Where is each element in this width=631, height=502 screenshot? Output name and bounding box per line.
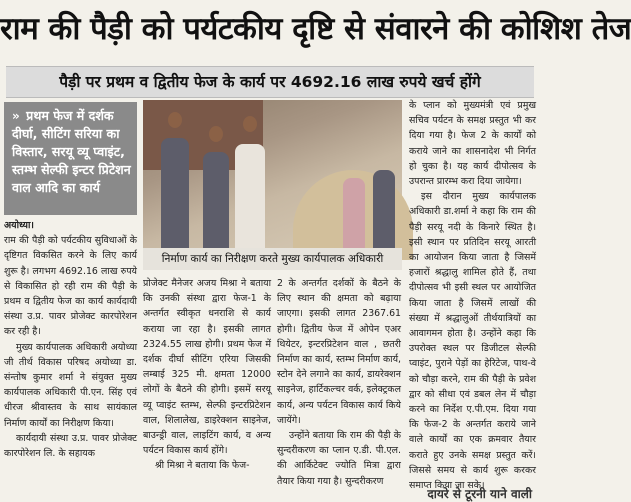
double-chevron-icon: » <box>12 109 20 123</box>
article-column-3 <box>277 276 401 489</box>
subheadline: पैड़ी पर प्रथम व द्वितीय फेज के कार्य पर 4692.16 लाख रुपये खर्च होंगे <box>6 66 534 98</box>
article-column-1 <box>4 218 137 461</box>
photo-person <box>343 178 365 248</box>
article-column-4 <box>409 98 536 493</box>
news-photo <box>143 100 402 248</box>
photo-person <box>373 170 395 248</box>
photo-person-head <box>209 126 223 142</box>
photo-person <box>235 144 265 248</box>
photo-person-head <box>168 112 182 128</box>
headline: राम की पैड़ी को पर्यटकीय दृष्टि से संवारने की कोशिश तेज <box>0 11 631 47</box>
paragraph: मुख्य कार्यपालक अधिकारी अयोध्या जी तीर्थ विकास परिषद अयोध्या डा. संन्तोष कुमार शर्मा ने संयुक्त मुख्य कार्यपालक अधिकारी पी.एन. सिंह एवं धीरज श्रीवास्तव के साथ सायंकाल निर्माण कार्यों का निरीक्षण किया। <box>4 341 137 429</box>
paragraph: श्री मिश्रा ने बताया कि फेज- <box>155 460 250 472</box>
dateline: अयोध्या। <box>4 220 34 231</box>
intro-highlight-box <box>4 102 137 215</box>
paragraph: के प्लान को मुख्यमंत्री एवं प्रमुख सचिव पर्यटन के समक्ष प्रस्तुत भी कर दिया गया है। फेज 2 के कार्यों को कराये जाने का शासनादेश भी निर्गत हो चुका है। यह कार्य दीपोत्सव के उपरान्त प्रारम्भ करा दिया जायेगा। <box>409 100 536 188</box>
intro-text: प्रथम फेज में दर्शक दीर्घा, सीटिंग सरिया का विस्तार, सरयू व्यू प्वाइंट, स्तम्भ सेल्फी इन्टर प्रिटेशन वाल आदि का कार्य <box>12 108 131 195</box>
photo-caption: निर्माण कार्य का निरीक्षण करते मुख्य कार्यपालक अधिकारी <box>143 248 402 270</box>
paragraph: कार्यदायी संस्था उ.प्र. पावर प्रोजेक्ट कारपोरेशन लि. के सहायक <box>4 432 137 460</box>
photo-person <box>161 138 189 248</box>
article-column-2 <box>143 276 271 474</box>
paragraph: उन्होंने बताया कि राम की पैड़ी के सुन्दरीकरण का प्लान ए.डी. पी.एल. की आर्किटेक्ट ज्योति मित्रा द्वारा तैयार किया गया है। सुन्दरीकरण <box>277 430 401 487</box>
next-headline-fragment: दायरे से टूरनी याने वाली <box>427 487 532 501</box>
next-article-strip <box>0 488 540 500</box>
paragraph: इस दौरान मुख्य कार्यपालक अधिकारी डा.शर्मा ने कहा कि राम की पैड़ी सरयू नदी के किनारे स्थित है। इसी स्थान पर प्रतिदिन सरयू आरती का आयोजन किया जाता है जिसमें हजारों श्रद्धालु शामिल होते हैं, तथा दीपोत्सव भी इसी स्थल पर आयोजित किया जाता है जिसमें लाखों की संख्या में श्रद्धालुओं तीर्थयात्रियों का आवागमन होता है। उन्होंने कहा कि उपरोक्त स्थल पर डिजीटल सेल्फी प्वाइंट, पुराने पेड़ों का हेरिटेज, पाथ-वे को चौड़ा करने, राम की पैड़ी के प्रवेश द्वार को सीधा एवं डबल लेन में चौड़ा करने का निर्देश ए.पी.एम. दिया गया कि फेज-2 के अन्तर्गत कराये जाने वाले कार्यों का एक क्रमवार तैयार कराते हुए उनके समक्ष प्रस्तुत करें। जिससे समय से कार्य शुरू करकर समाप्त किया जा सके। <box>409 191 536 492</box>
photo-person-head <box>243 116 257 132</box>
paragraph: प्रोजेक्ट मैनेजर अजय मिश्रा ने बताया कि उनकी संस्था द्वारा फेज-1 के अन्तर्गत स्वीकृत धनराशि से कार्य कराया जा रहा है। इसकी लागत 2324.55 लाख होगी। प्रथम फेज में दर्शक दीर्घा सीटिंग एरिया जिसकी लम्बाई 325 मी. क्षमता 12000 लोगों के बैठने की होगी। इसमें सरयू व्यू प्वाइंट स्तम्भ, सेल्फी इन्टरप्रिटेशन वाल, शिलालेख, डाइरेक्शन साइनेज, बाउन्ड्री वाल, लाइटिंग कार्य, व अन्य पर्यटन विकास कार्य होंगे। <box>143 278 271 457</box>
paragraph: 2 के अन्तर्गत दर्शकों के बैठने के लिए स्थान की क्षमता को बढ़ाया जाएगा। इसकी लागत 2367.61 होगी। द्वितीय फेज में ओपेन एअर थियेटर, इन्टरप्रिटेशन वाल , छतरी निर्माण का कार्य, स्तम्भ निर्माण कार्य, स्टोन देने लगाने का कार्य, डायरेक्शन साइनेज, हार्टिकल्चर वर्क, इलेक्ट्रकल कार्य, अन्य पर्यटन विकास कार्य किये जायेंगे। <box>277 278 401 426</box>
paragraph: राम की पैड़ी को पर्यटकीय सुविधाओं के दृष्टिगत विकसित करने के लिए कार्य शुरू है। लगभग 4692.16 लाख रुपये से विकासित हो रही राम की पैड़ी के प्रथम व द्वितीय फेज का कार्य कार्यदायी संस्था उ.प्र. पावर प्रोजेक्ट कारपोरेशन कर रही है। <box>4 235 137 338</box>
photo-person <box>203 152 229 248</box>
